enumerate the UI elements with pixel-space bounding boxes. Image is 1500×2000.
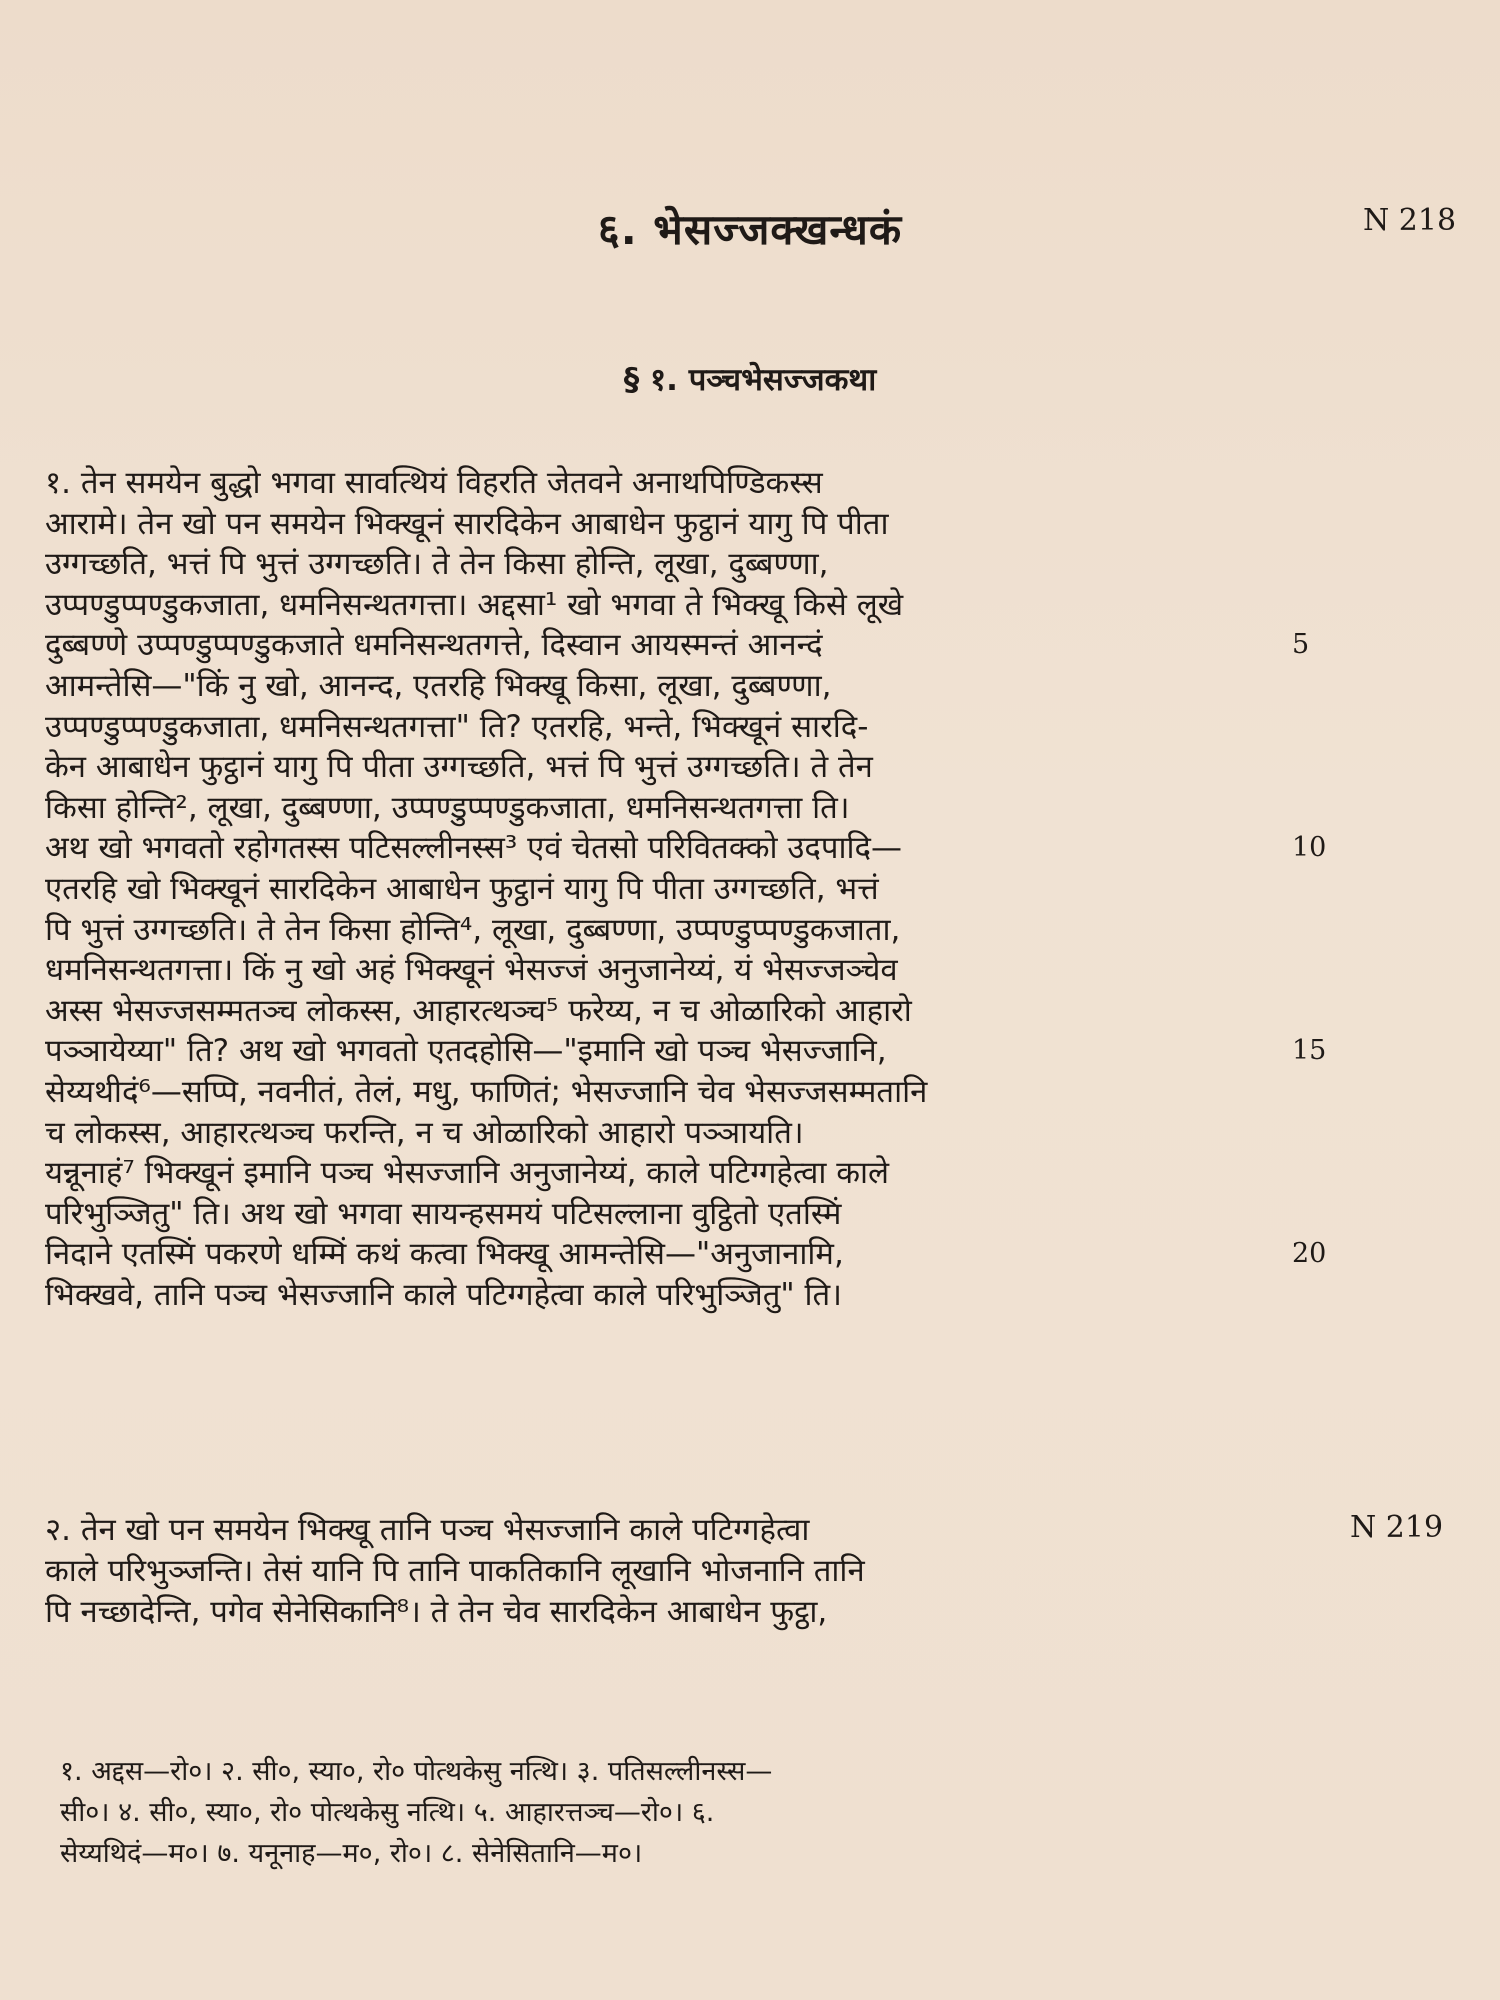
body-line: किसा होन्ति², लूखा, दुब्बण्णा, उप्पण्डुप्पण्डुकजाता, धमनिसन्थतगत्ता ति। bbox=[45, 789, 850, 826]
line-number: 15 bbox=[1292, 1035, 1327, 1067]
body-line: दुब्बण्णे उप्पण्डुप्पण्डुकजाते धमनिसन्थतगत्ते, दिस्वान आयस्मन्तं आनन्दं bbox=[45, 627, 823, 664]
body-line: आरामे। तेन खो पन समयेन भिक्खूनं सारदिकेन आबाधेन फुट्ठानं यागु पि पीता bbox=[45, 505, 889, 542]
body-line: आमन्तेसि—"किं नु खो, आनन्द, एतरहि भिक्खू किसा, लूखा, दुब्बण्णा, bbox=[45, 668, 832, 704]
body-line: केन आबाधेन फुट्ठानं यागु पि पीता उग्गच्छति, भत्तं पि भुत्तं उग्गच्छति। ते तेन bbox=[45, 749, 873, 786]
body-line: एतरहि खो भिक्खूनं सारदिकेन आबाधेन फुट्ठानं यागु पि पीता उग्गच्छति, भत्तं bbox=[45, 871, 879, 907]
line-number: 5 bbox=[1292, 629, 1310, 661]
body-line: पञ्ञायेय्या" ति? अथ खो भगवतो एतदहोसि—"इमानि खो पञ्च भेसज्जानि, bbox=[45, 1033, 887, 1070]
body-line: यन्नूनाहं⁷ भिक्खूनं इमानि पञ्च भेसज्जानि अनुजानेय्यं, काले पटिग्गहेत्वा काले bbox=[45, 1155, 890, 1192]
footnote-line: १. अद्दस—रो०। २. सी०, स्या०, रो० पोत्थकेसु नत्थि। ३. पतिसल्लीनस्स— bbox=[60, 1756, 773, 1787]
line-number: 20 bbox=[1292, 1238, 1327, 1270]
body-line: अथ खो भगवतो रहोगतस्स पटिसल्लीनस्स³ एवं चेतसो परिवितक्को उदपादि— bbox=[45, 830, 902, 867]
body-line: अस्स भेसज्जसम्मतञ्च लोकस्स, आहारत्थञ्च⁵ फरेय्य, न च ओळारिको आहारो bbox=[45, 992, 912, 1029]
body-line: च लोकस्स, आहारत्थञ्च फरन्ति, न च ओळारिको आहारो पञ्ञायति। bbox=[45, 1114, 804, 1151]
paragraph-2-page-ref: N 219 bbox=[1350, 1510, 1444, 1545]
body-line: उग्गच्छति, भत्तं पि भुत्तं उग्गच्छति। ते तेन किसा होन्ति, लूखा, दुब्बण्णा, bbox=[45, 546, 829, 583]
body-line: परिभुञ्जितु" ति। अथ खो भगवा सायन्हसमयं पटिसल्लाना वुट्ठितो एतस्मिं bbox=[45, 1195, 842, 1232]
footnote-line: सी०। ४. सी०, स्या०, रो० पोत्थकेसु नत्थि। ५. आहारत्तञ्च—रो०। ६. bbox=[60, 1797, 715, 1828]
body-line: निदाने एतस्मिं पकरणे धम्मिं कथं कत्वा भिक्खू आमन्तेसि—"अनुजानामि, bbox=[45, 1236, 844, 1273]
body-line: उप्पण्डुप्पण्डुकजाता, धमनिसन्थतगत्ता। अद्दसा¹ खो भगवा ते भिक्खू किसे लूखे bbox=[45, 586, 904, 623]
body-line: १. तेन समयेन बुद्धो भगवा सावत्थियं विहरति जेतवने अनाथपिण्डिकस्स bbox=[45, 465, 823, 501]
chapter-title: ६. भेसज्जक्खन्धकं bbox=[597, 205, 903, 254]
body-line: भिक्खवे, तानि पञ्च भेसज्जानि काले पटिग्गहेत्वा काले परिभुञ्जितु" ति। bbox=[45, 1277, 842, 1313]
body-line: २. तेन खो पन समयेन भिक्खू तानि पञ्च भेसज्जानि काले पटिग्गहेत्वा bbox=[45, 1512, 810, 1548]
body-line: काले परिभुञ्जन्ति। तेसं यानि पि तानि पाकतिकानि लूखानि भोजनानि तानि bbox=[45, 1553, 865, 1589]
footnote-line: सेय्यथिदं—म०। ७. यनूनाह—म०, रो०। ८. सेनेसितानि—म०। bbox=[60, 1838, 643, 1869]
body-line: धमनिसन्थतगत्ता। किं नु खो अहं भिक्खूनं भेसज्जं अनुजानेय्यं, यं भेसज्जञ्चेव bbox=[45, 952, 898, 989]
section-title: § १. पञ्चभेसज्जकथा bbox=[623, 362, 877, 398]
body-line: पि भुत्तं उग्गच्छति। ते तेन किसा होन्ति⁴, लूखा, दुब्बण्णा, उप्पण्डुप्पण्डुकजाता, bbox=[45, 911, 901, 948]
line-number: 10 bbox=[1292, 832, 1327, 864]
chapter-page-ref: N 218 bbox=[1363, 203, 1457, 238]
body-line: सेय्यथीदं⁶—सप्पि, नवनीतं, तेलं, मधु, फाणितं; भेसज्जानि चेव भेसज्जसम्मतानि bbox=[45, 1074, 928, 1110]
body-line: पि नच्छादेन्ति, पगेव सेनेसिकानि⁸। ते तेन चेव सारदिकेन आबाधेन फुट्ठा, bbox=[45, 1594, 828, 1630]
body-line: उप्पण्डुप्पण्डुकजाता, धमनिसन्थतगत्ता" ति? एतरहि, भन्ते, भिक्खूनं सारदि- bbox=[45, 708, 869, 745]
